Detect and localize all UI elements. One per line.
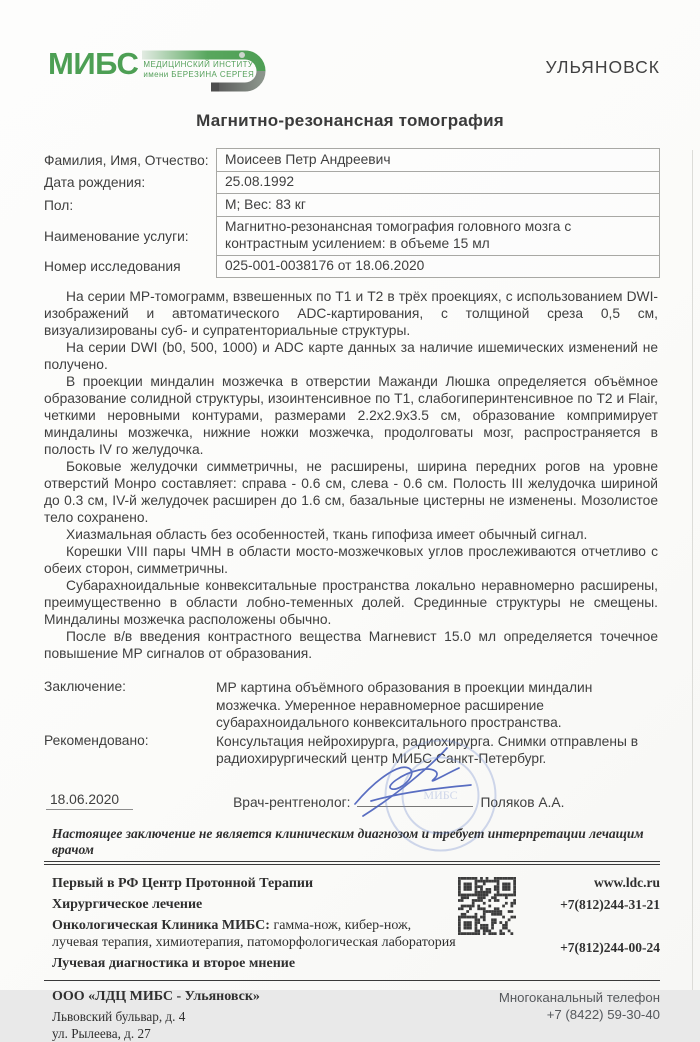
patient-info-table bbox=[44, 149, 660, 278]
company-info bbox=[52, 989, 260, 1042]
company-address: Львовский бульвар, д. 4 bbox=[52, 1008, 186, 1024]
doctor-name: Поляков А.А. bbox=[480, 794, 565, 810]
website-url: www.ldc.ru bbox=[593, 874, 660, 890]
field-value-name: Моисеев Петр Андреевич bbox=[216, 148, 660, 172]
contact-list bbox=[524, 875, 660, 976]
disclaimer-text: Настоящее заключение не является клиническим диагнозом и требует интерпретации лечащим врачом bbox=[52, 825, 644, 857]
recommendation-text: Консультация нейрохирурга, радиохирурга. Снимки отправлены в радиохирургический центр МИБС Санкт-Петербург. bbox=[216, 733, 639, 766]
field-label-service: Наименование услуги: bbox=[44, 228, 189, 244]
multichannel-phone-block bbox=[499, 989, 660, 1042]
phone-number: +7(812)244-00-24 bbox=[560, 939, 660, 955]
report-paragraph: Корешки VIII пары ЧМН в области мосто-мозжечковых углов прослеживаются отчетливо с обеих сторон, симметричны. bbox=[44, 544, 658, 576]
service-item: Первый в РФ Центр Протонной Терапии bbox=[52, 875, 314, 891]
field-label-name: Фамилия, Имя, Отчество: bbox=[44, 152, 209, 168]
conclusion-section bbox=[44, 679, 660, 768]
company-name: ООО «ЛДЦ МИБС - Ульяновск» bbox=[52, 988, 260, 1004]
field-value-study-number: 025-001-0038176 от 18.06.2020 bbox=[216, 255, 660, 279]
qr-code bbox=[458, 877, 516, 935]
field-label-birthdate: Дата рождения: bbox=[44, 175, 146, 191]
field-label-sex: Пол: bbox=[44, 197, 74, 213]
conclusion-label: Заключение: bbox=[44, 679, 126, 694]
service-item: Лучевая диагностика и второе мнение bbox=[52, 955, 296, 971]
multichannel-number: +7 (8422) 59-30-40 bbox=[546, 1006, 660, 1022]
doctor-role-label: Врач-рентгенолог: bbox=[233, 794, 351, 810]
header bbox=[0, 0, 700, 94]
field-label-study-number: Номер исследования bbox=[44, 259, 181, 275]
report-paragraph: Боковые желудочки симметричны, не расширены, ширина передних рогов на уровне отверстий Монро составляет: справа - 0.6 см, слева - 0.6 см. Полость III желудочка шириной до 0.3 см, IV-й желудочек расширен до 1.6 см, базальные цистерны не изменены. Мозолистое тело сохранено. bbox=[44, 459, 658, 525]
report-paragraph: На серии МР-томограмм, взвешенных по Т1 и Т2 в трёх проекциях, с использованием DWI-изображений и автоматического ADC-картирования, с толщиной среза 0,5 см, визуализированы суб- и супратенториальные структуры. bbox=[44, 289, 658, 338]
services-list bbox=[52, 875, 458, 976]
double-divider bbox=[44, 861, 660, 865]
report-date: 18.06.2020 bbox=[46, 792, 133, 810]
magnet-logo-icon bbox=[140, 48, 278, 94]
company-block bbox=[52, 989, 660, 1042]
report-paragraph: Хиазмальная область без особенностей, ткань гипофиза имеет обычный сигнал. bbox=[66, 527, 588, 542]
recommendation-label: Рекомендовано: bbox=[44, 732, 149, 748]
report-paragraph: Субарахноидальные конвекситальные пространства локально неравномерно расширены, преимущественно в области лобно-теменных долей. Срединные структуры не смещены. Миндалины мозжечка расположены обычно. bbox=[44, 578, 658, 627]
report-paragraph: После в/в введения контрастного вещества Магневист 15.0 мл определяется точечное повышение МР сигналов от образования. bbox=[44, 629, 658, 661]
logo-wordmark: МИБС bbox=[48, 46, 139, 81]
mibs-logo bbox=[48, 46, 278, 94]
field-value-birthdate: 25.08.1992 bbox=[216, 171, 660, 195]
logo-tagline: МЕДИЦИНСКИЙ ИНСТИТУТ имени БЕРЕЗИНА СЕРГЕЯ bbox=[143, 60, 259, 79]
report-paragraph: В проекции миндалин мозжечка в отверстии Мажанди Люшка определяется объёмное образование солидной структуры, изоинтенсивное по Т1, слабогиперинтенсивное по Т2 и Flair, четкими неровными контурами, размерами 2.2х2.9х3.5 см, образование компримирует миндалины мозжечка, нижние ножки мозжечка, продолговаты мозг, распространяется в полость IV го желудочка. bbox=[44, 374, 658, 457]
branch-city-label: УЛЬЯНОВСК bbox=[545, 57, 660, 77]
multichannel-label: Многоканальный телефон bbox=[498, 989, 660, 1005]
footer-divider bbox=[44, 980, 660, 981]
company-address: ул. Рылеева, д. 27 bbox=[52, 1025, 151, 1041]
conclusion-text: МР картина объёмного образования в проекции миндалин мозжечка. Умеренное неравномерное расширение субарахноидального конвекситального пространства. bbox=[216, 680, 593, 730]
phone-number: +7(812)244-31-21 bbox=[560, 896, 660, 912]
field-value-service: Магнитно-резонансная томография головного мозга с контрастным усилением: в объеме 15 мл bbox=[216, 216, 660, 256]
report-paragraph: На серии DWI (b0, 500, 1000) и ADC карте данных за наличие ишемических изменений не получено. bbox=[44, 340, 658, 372]
signoff-row bbox=[46, 792, 660, 810]
service-item: Хирургическое лечение bbox=[52, 896, 203, 912]
service-item: Онкологическая Клиника МИБС: гамма-нож, кибер-нож, лучевая терапия, химиотерапия, патоморфологическая лаборатория bbox=[52, 917, 456, 950]
scan-edge-line bbox=[692, 150, 693, 990]
report-body bbox=[44, 288, 658, 662]
field-value-sex: М; Вес: 83 кг bbox=[216, 193, 660, 217]
signature-line bbox=[357, 806, 473, 807]
footer-services bbox=[52, 875, 660, 976]
svg-text:МИБС: МИБС bbox=[423, 788, 458, 802]
footer-contacts bbox=[458, 875, 660, 976]
document-title: Магнитно-резонансная томография bbox=[196, 111, 504, 130]
